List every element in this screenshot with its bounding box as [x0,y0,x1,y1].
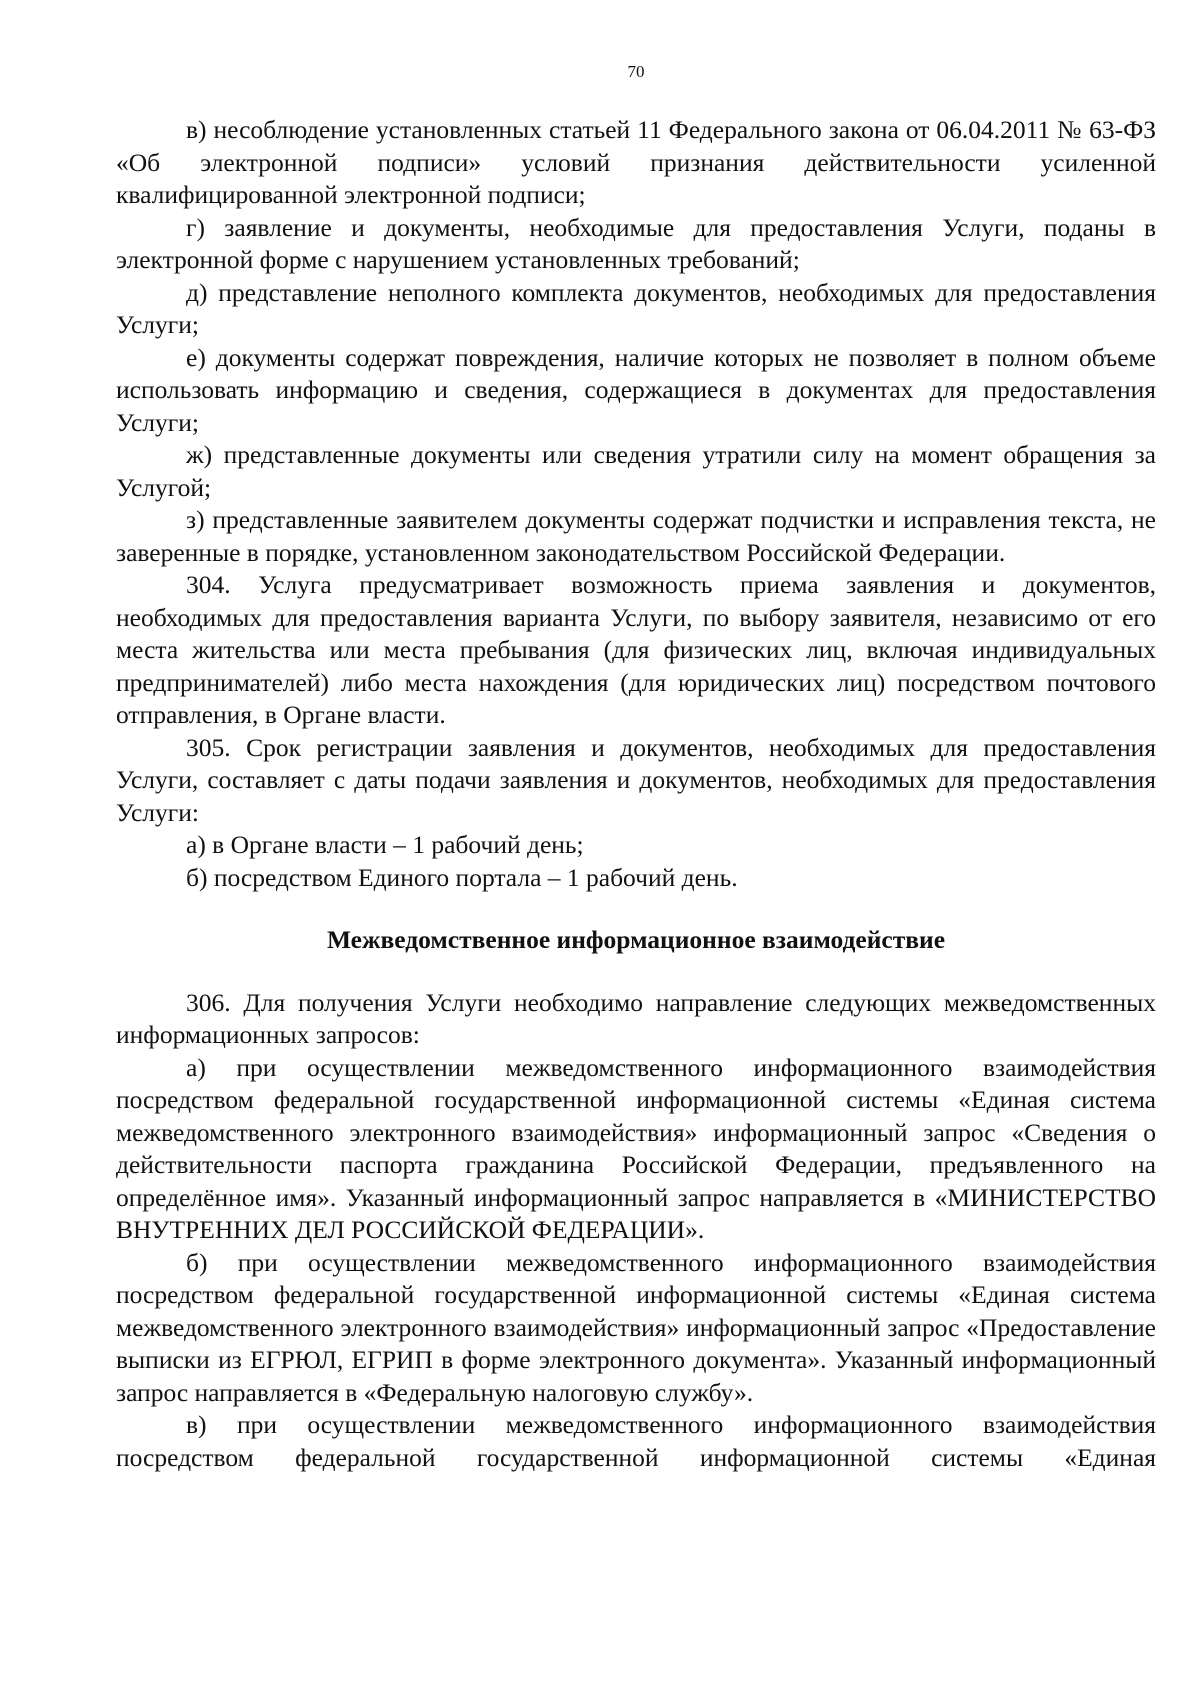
paragraph-306-v: в) при осуществлении межведомственного информационного взаимодействия посредством федеральной государственной информационной системы «Единая [116,1410,1156,1472]
document-page [116,60,1156,1474]
paragraph-v-signature: в) несоблюдение установленных статьей 11 Федерального закона от 06.04.2011 № 63-ФЗ «Об электронной подписи» условий признания действительности усиленной квалифицированной электронной подписи; [116,115,1156,209]
paragraph-305-a: а) в Органе власти – 1 рабочий день; [186,830,584,859]
paragraph-306: 306. Для получения Услуги необходимо направление следующих межведомственных информационных запросов: [116,987,1156,1049]
paragraph-e-damaged-documents: е) документы содержат повреждения, наличие которых не позволяет в полном объеме использовать информацию и сведения, содержащиеся в документах для предоставления Услуги; [116,342,1156,437]
paragraph-305: 305. Срок регистрации заявления и документов, необходимых для предоставления Услуги, составляет с даты подачи заявления и документов, необходимых для предоставления Услуги: [116,732,1156,827]
paragraph-306-b: б) при осуществлении межведомственного информационного взаимодействия посредством федеральной государственной информационной системы «Единая система межведомственного электронного взаимодействия» информационный запрос «Предоставление выписки из ЕГРЮЛ, ЕГРИП в форме электронного документа». Указанный информационный запрос направляется в «Федеральную налоговую службу». [116,1247,1156,1407]
paragraph-d-incomplete-set: д) представление неполного комплекта документов, необходимых для предоставления Услуги; [116,277,1156,339]
page-number: 70 [627,62,645,81]
paragraph-g-electronic-form: г) заявление и документы, необходимые для предоставления Услуги, поданы в электронной форме с нарушением установленных требований; [116,212,1156,274]
paragraph-304: 304. Услуга предусматривает возможность приема заявления и документов, необходимых для предоставления варианта Услуги, по выбору заявителя, независимо от его места жительства или места пребывания (для физических лиц, включая индивидуальных предпринимателей) либо места нахождения (для юридических лиц) посредством почтового отправления, в Органе власти. [116,570,1156,729]
paragraph-zh-expired-documents: ж) представленные документы или сведения утратили силу на момент обращения за Услугой; [116,440,1156,502]
paragraph-z-corrections: з) представленные заявителем документы содержат подчистки и исправления текста, не заверенные в порядке, установленном законодательством Российской Федерации. [116,505,1156,567]
paragraph-305-b: б) посредством Единого портала – 1 рабочий день. [186,862,738,892]
section-heading: Межведомственное информационное взаимодействие [326,925,946,954]
paragraph-306-a: а) при осуществлении межведомственного информационного взаимодействия посредством федеральной государственной информационной системы «Единая система межведомственного электронного взаимодействия» информационный запрос «Сведения о действительности паспорта гражданина Российской Федерации, предъявленного на определённое имя». Указанный информационный запрос направляется в «МИНИСТЕРСТВО ВНУТРЕННИХ ДЕЛ РОССИЙСКОЙ ФЕДЕРАЦИИ». [116,1052,1156,1244]
